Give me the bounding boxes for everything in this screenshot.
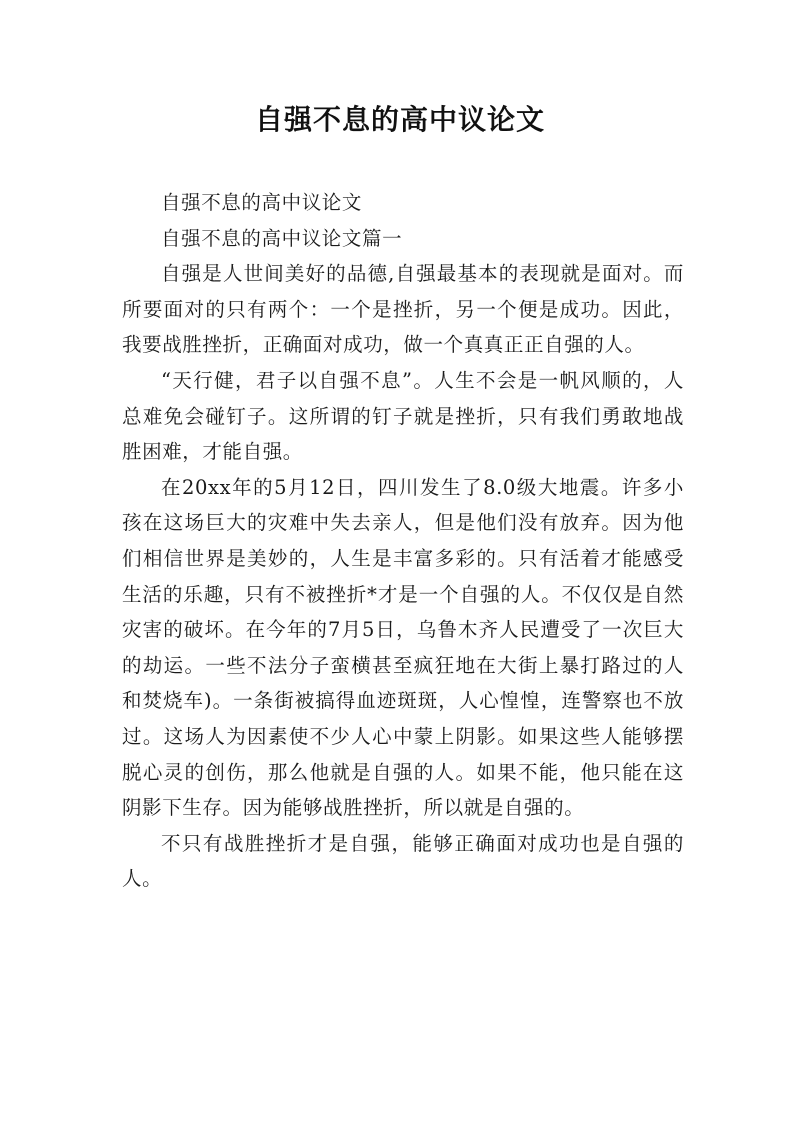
body-paragraph: 在20xx年的5月12日，四川发生了8.0级大地震。许多小孩在这场巨大的灾难中失去亲人，但是他们没有放弃。因为他们相信世界是美妙的，人生是丰富多彩的。只有活着才能感受生活的乐趣，只有不被挫折*才是一个自强的人。不仅仅是自然灾害的破坏。在今年的7月5日，乌鲁木齐人民遭受了一次巨大的劫运。一些不法分子蛮横甚至疯狂地在大街上暴打路过的人和焚烧车)。一条街被搞得血迹斑斑，人心惶惶，连警察也不放过。这场人为因素使不少人心中蒙上阴影。如果这些人能够摆脱心灵的创伤，那么他就是自强的人。如果不能，他只能在这阴影下生存。因为能够战胜挫折，所以就是自强的。	[122, 475, 684, 820]
body-paragraph: 自强是人世间美好的品德,自强最基本的表现就是面对。而所要面对的只有两个：一个是挫折，另一个便是成功。因此，我要战胜挫折，正确面对成功，做一个真真正正自强的人。	[122, 262, 684, 357]
document-body	[122, 185, 684, 897]
subtitle-paragraph: 自强不息的高中议论文	[161, 191, 363, 214]
document-title: 自强不息的高中议论文	[254, 103, 545, 136]
body-paragraph: “天行健，君子以自强不息”。人生不会是一帆风顺的，人总难免会碰钉子。这所谓的钉子就是挫折，只有我们勇敢地战胜困难，才能自强。	[122, 368, 684, 464]
body-paragraph: 不只有战胜挫折才是自强，能够正确面对成功也是自强的人。	[122, 831, 684, 891]
section-heading-paragraph: 自强不息的高中议论文篇一	[161, 226, 403, 250]
